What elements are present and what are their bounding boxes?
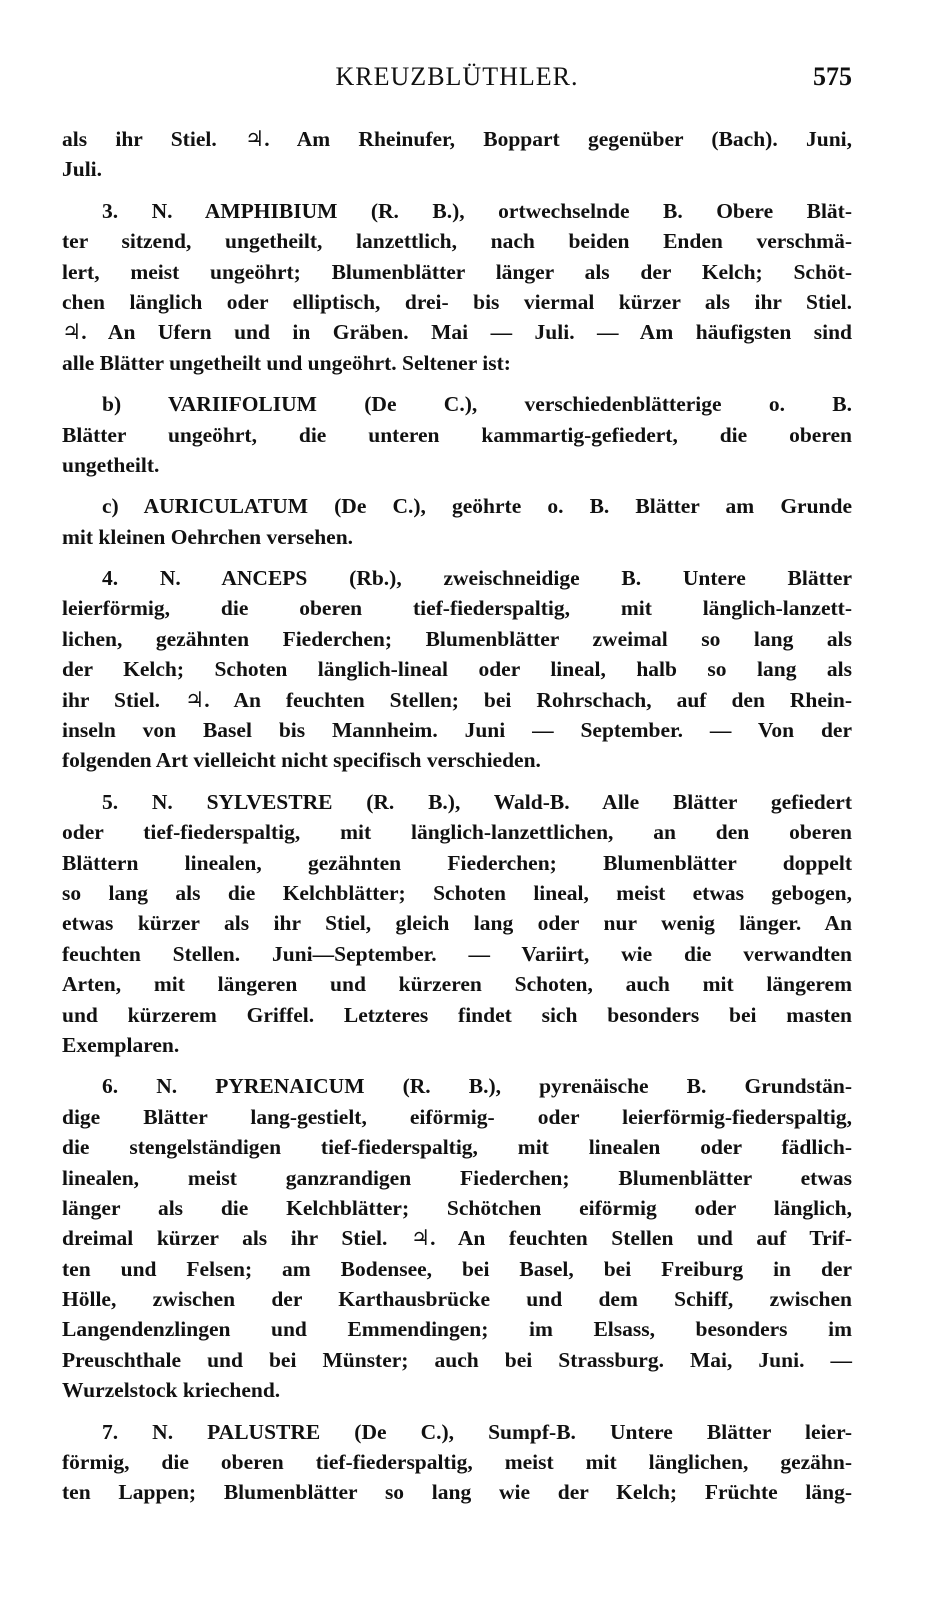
paragraph-spacing [62,1406,852,1417]
text-line: ten und Felsen; am Bodensee, bei Basel, bei Freiburg in der [62,1256,852,1281]
page-number: 575 [813,62,852,91]
text-line: die stengelständigen tief-fiederspaltig, mit linealen oder fädlich- [62,1135,852,1160]
running-head: KREUZBLÜTHLER. [335,62,579,91]
text-line: förmig, die oberen tief-fiederspaltig, meist mit länglichen, gezähn- [62,1450,852,1475]
text-line: dreimal kürzer als ihr Stiel. ♃. An feuchten Stellen und auf Trif- [62,1226,852,1251]
paragraph [62,1417,852,1508]
text-line: Juli. [62,157,103,182]
text-line: Preuschthale und bei Münster; auch bei Strassburg. Mai, Juni. — [62,1347,852,1372]
text-line: Blättern linealen, gezähnten Fiederchen; Blumenblätter doppelt [62,850,852,875]
text-line: b) VARIIFOLIUM (De C.), verschiedenblätterige o. B. [102,392,852,417]
text-line: so lang als die Kelchblätter; Schoten lineal, meist etwas gebogen, [62,880,852,905]
text-line: Hölle, zwischen der Karthausbrücke und dem Schiff, zwischen [62,1287,852,1312]
text-line: oder tief-fiederspaltig, mit länglich-lanzettlichen, an den oberen [62,820,852,845]
text-line: Exemplaren. [62,1032,180,1057]
text-line: etwas kürzer als ihr Stiel, gleich lang oder nur wenig länger. An [62,911,852,936]
text-line: 3. N. AMPHIBIUM (R. B.), ortwechselnde B. Obere Blät- [102,198,852,223]
text-line: und kürzerem Griffel. Letzteres findet sich besonders bei masten [62,1002,852,1027]
text-line: ter sitzend, ungetheilt, lanzettlich, nach beiden Enden verschmä- [62,229,852,254]
text-line: 4. N. ANCEPS (Rb.), zweischneidige B. Untere Blätter [102,566,852,591]
text-line: linealen, meist ganzrandigen Fiederchen; Blumenblätter etwas [62,1165,852,1190]
text-line: Blätter ungeöhrt, die unteren kammartig-gefiedert, die oberen [62,422,852,447]
text-line: chen länglich oder elliptisch, drei- bis viermal kürzer als ihr Stiel. [62,289,852,314]
text-line: leierförmig, die oberen tief-fiederspaltig, mit länglich-lanzett- [62,596,852,621]
text-line: Arten, mit längeren und kürzeren Schoten, auch mit längerem [62,972,852,997]
paragraph-spacing [62,1060,852,1071]
paragraph [62,563,852,776]
page-body [62,124,852,1508]
text-line: ten Lappen; Blumenblätter so lang wie der Kelch; Früchte läng- [62,1480,852,1505]
page-header [62,62,852,102]
text-line: alle Blätter ungetheilt und ungeöhrt. Seltener ist: [62,350,511,375]
paragraph-spacing [62,378,852,389]
paragraph-spacing [62,552,852,563]
text-line: 7. N. PALUSTRE (De C.), Sumpf-B. Untere Blätter leier- [102,1419,852,1444]
paragraph [62,196,852,378]
text-line: feuchten Stellen. Juni—September. — Variirt, wie die verwandten [62,941,852,966]
paragraph [62,389,852,480]
text-line: länger als die Kelchblätter; Schötchen eiförmig oder länglich, [62,1195,852,1220]
text-line: ♃. An Ufern und in Gräben. Mai — Juli. — Am häufigsten sind [62,320,852,345]
paragraph [62,491,852,552]
text-line: lichen, gezähnten Fiederchen; Blumenblätter zweimal so lang als [62,626,852,651]
text-line: inseln von Basel bis Mannheim. Juni — September. — Von der [62,718,852,743]
text-line: Wurzelstock kriechend. [62,1378,281,1403]
text-line: Langendenzlingen und Emmendingen; im Elsass, besonders im [62,1317,852,1342]
paragraph-spacing [62,776,852,787]
text-line: c) AURICULATUM (De C.), geöhrte o. B. Blätter am Grunde [102,494,852,519]
text-line: mit kleinen Oehrchen versehen. [62,524,354,549]
text-line: ungetheilt. [62,452,160,477]
text-line: der Kelch; Schoten länglich-lineal oder lineal, halb so lang als [62,657,852,682]
paragraph-spacing [62,480,852,491]
text-line: folgenden Art vielleicht nicht specifisch verschieden. [62,748,541,773]
paragraph [62,1071,852,1405]
paragraph [62,124,852,185]
text-line: lert, meist ungeöhrt; Blumenblätter länger als der Kelch; Schöt- [62,259,852,284]
text-line: ihr Stiel. ♃. An feuchten Stellen; bei Rohrschach, auf den Rhein- [62,687,852,712]
text-line: dige Blätter lang-gestielt, eiförmig- oder leierförmig-fiederspaltig, [62,1104,852,1129]
text-line: 6. N. PYRENAICUM (R. B.), pyrenäische B. Grundstän- [102,1074,852,1099]
paragraph [62,787,852,1061]
text-line: als ihr Stiel. ♃. Am Rheinufer, Boppart gegenüber (Bach). Juni, [62,127,852,151]
text-line: 5. N. SYLVESTRE (R. B.), Wald-B. Alle Blätter gefiedert [102,789,852,814]
paragraph-spacing [62,185,852,196]
